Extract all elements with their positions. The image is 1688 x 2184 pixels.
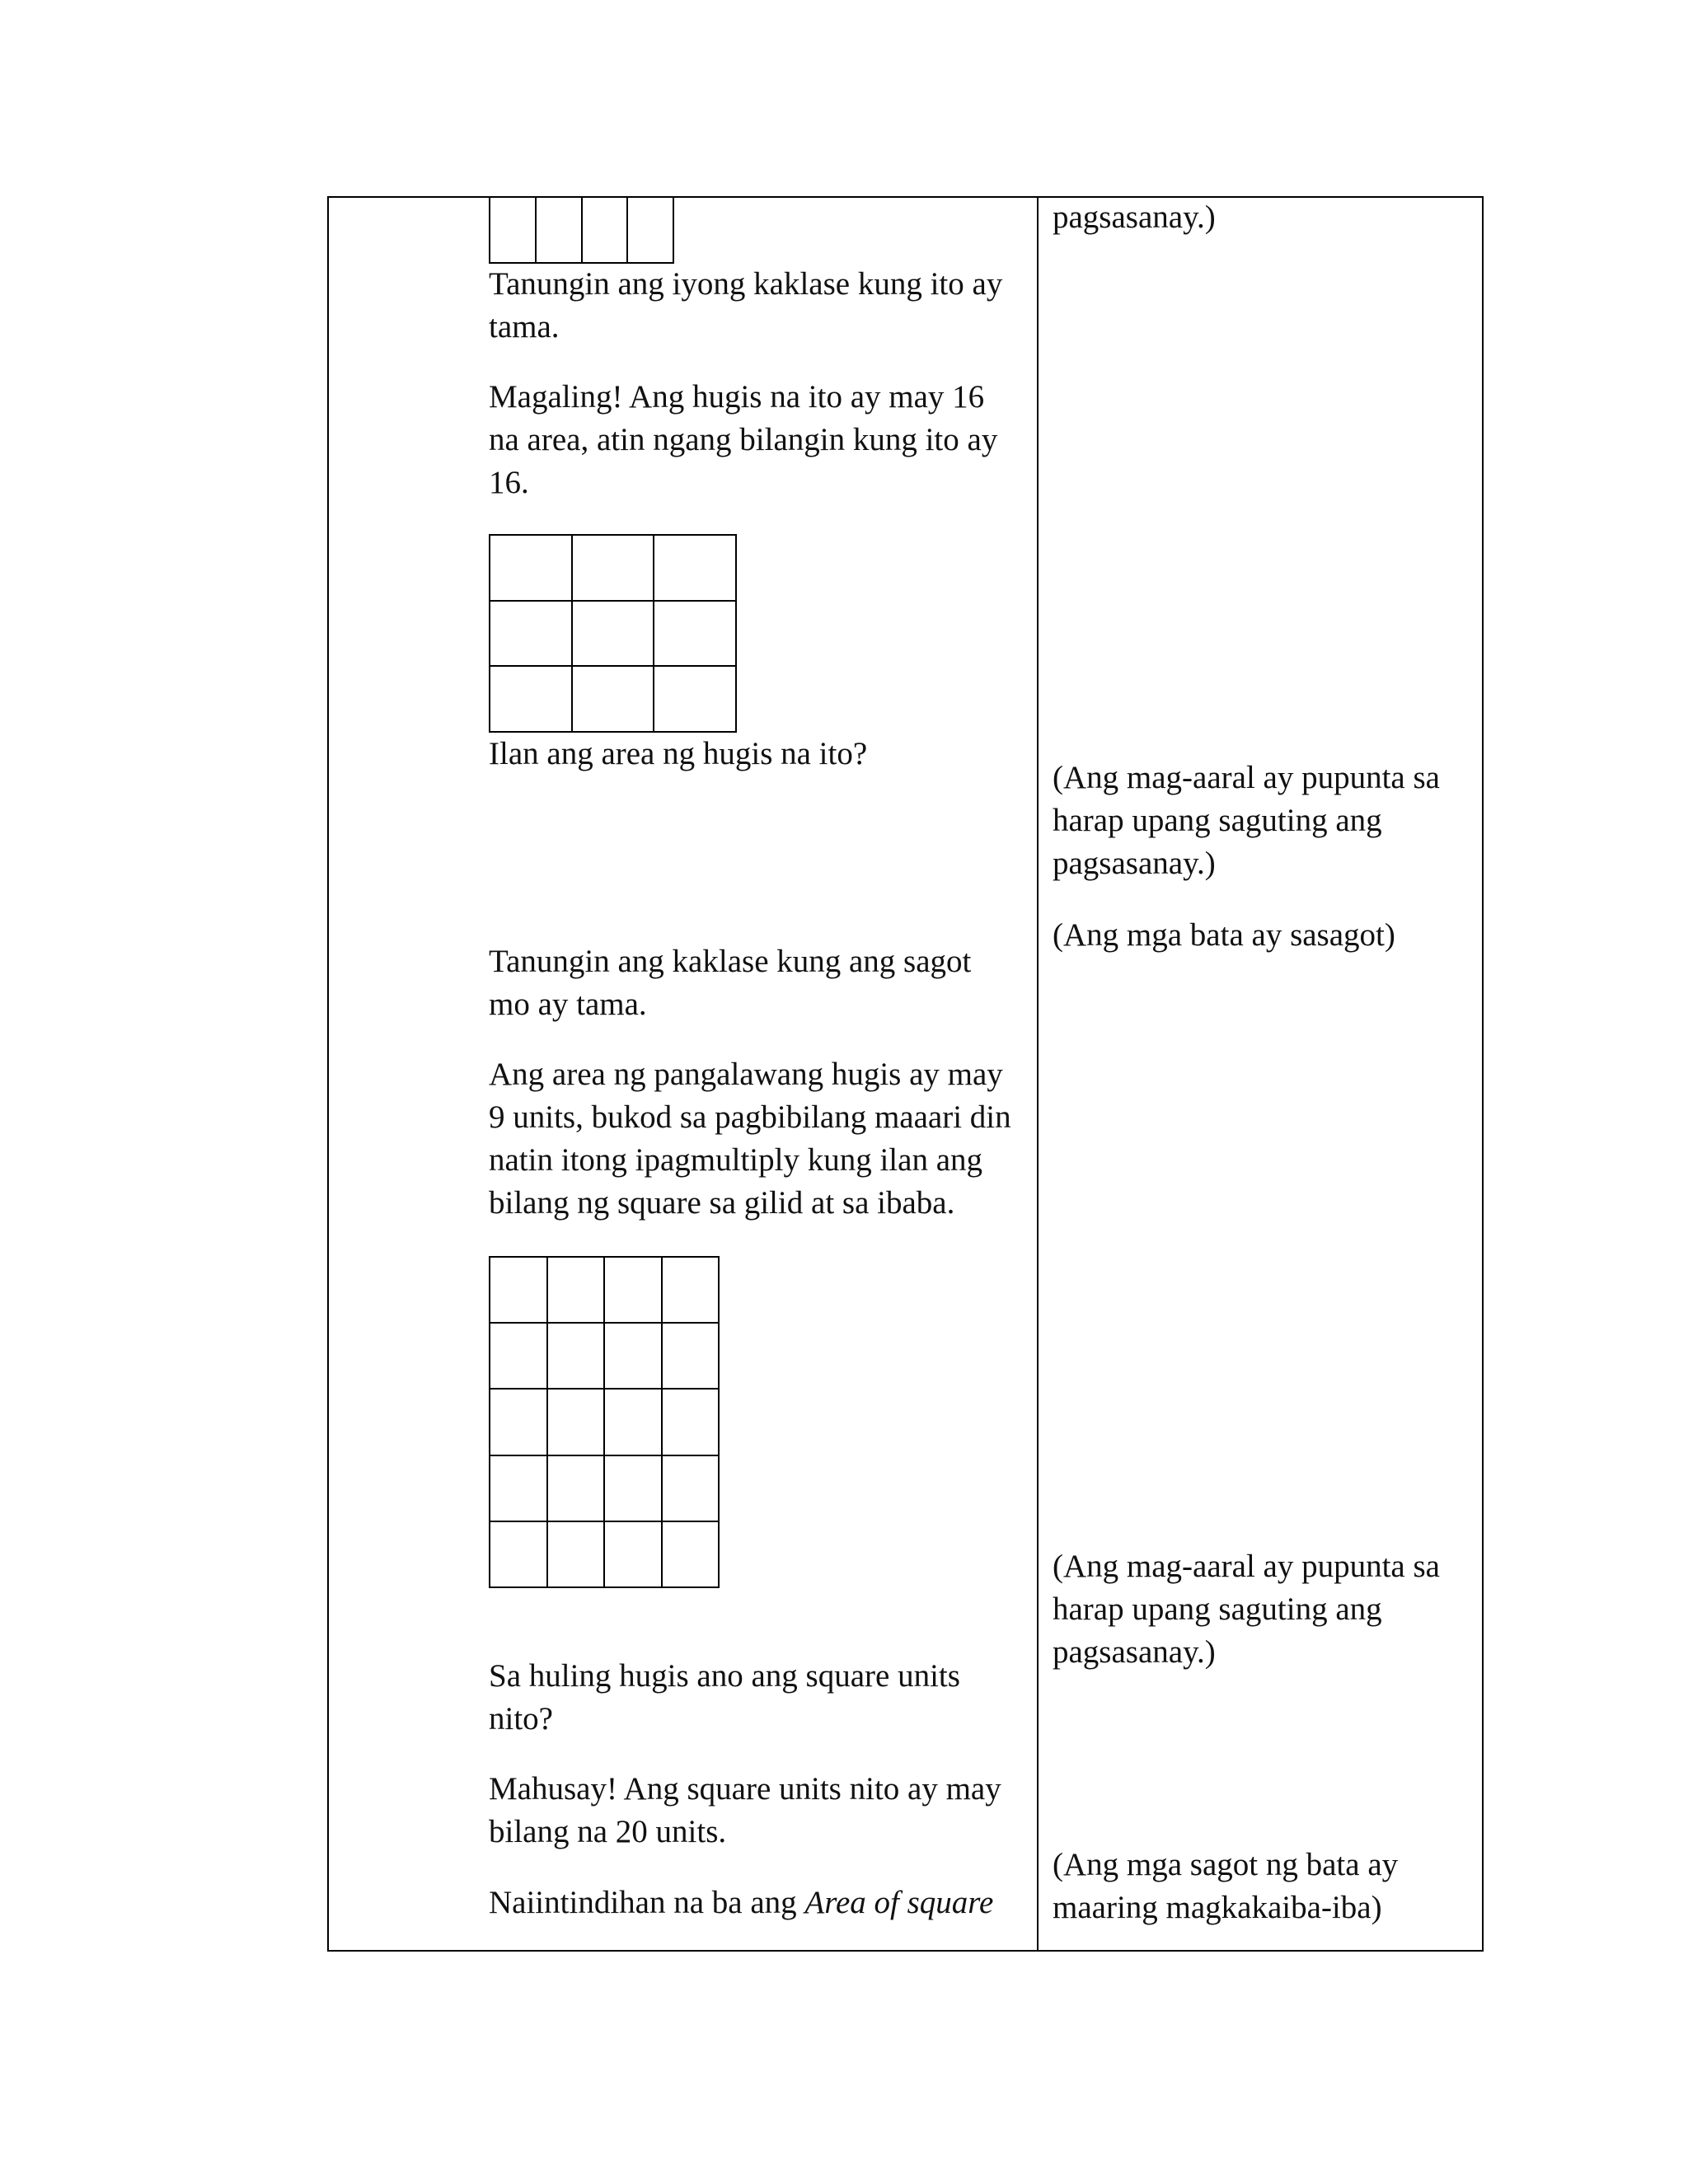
grid-square	[548, 1390, 606, 1455]
grid-square	[605, 1258, 663, 1324]
paragraph-ask-answer: Tanungin ang kaklase kung ang sagot mo ay tama.	[489, 944, 972, 1022]
grid-square	[548, 1258, 606, 1324]
grid-square	[548, 1522, 606, 1588]
grid-square	[663, 1324, 720, 1390]
grid-square	[573, 667, 655, 733]
paragraph-magaling: Magaling! Ang hugis na ito ay may 16 na area, atin ngang bilangin kung ito ay 16.	[489, 379, 998, 500]
paragraph-second-shape-area: Ang area ng pangalawang hugis ay may 9 units, bukod sa pagbibilang maaari din natin itong ipagmultiply kung ilan ang bilang ng square sa gilid at sa ibaba.	[489, 1057, 1011, 1221]
area-of-square-italic: Area of square	[804, 1885, 994, 1920]
grid-square	[583, 198, 629, 264]
grid-square	[573, 602, 655, 668]
grid-square	[490, 1456, 548, 1522]
grid-square	[490, 1390, 548, 1455]
paragraph-last-shape-question: Sa huling hugis ano ang square units nito?	[489, 1658, 960, 1736]
grid-square	[663, 1522, 720, 1588]
square-grid-4x1	[489, 196, 674, 264]
paragraph-mahusay: Mahusay! Ang square units nito ay may bilang na 20 units.	[489, 1771, 1001, 1849]
grid-square	[654, 536, 737, 602]
grid-square	[654, 667, 737, 733]
right-text-student-goes-front-1: (Ang mag-aaral ay pupunta sa harap upang saguting ang pagsasanay.)	[1053, 760, 1440, 881]
right-text-answers-vary: (Ang mga sagot ng bata ay maaring magkakaiba-iba)	[1053, 1847, 1399, 1925]
paragraph-naiintindihan-text: Naiintindihan na ba ang	[489, 1885, 805, 1920]
grid-square	[490, 536, 573, 602]
right-text-children-answer: (Ang mga bata ay sasagot)	[1053, 917, 1395, 953]
grid-square	[490, 1258, 548, 1324]
grid-square	[548, 1324, 606, 1390]
square-grid-4x5	[489, 1256, 720, 1588]
grid-square	[663, 1390, 720, 1455]
grid-square	[548, 1456, 606, 1522]
paragraph-naiintindihan	[489, 1882, 1033, 1924]
paragraph-ask-classmate: Tanungin ang iyong kaklase kung ito ay tama.	[489, 266, 1003, 344]
grid-square	[490, 1324, 548, 1390]
grid-square	[605, 1390, 663, 1455]
grid-square	[605, 1456, 663, 1522]
grid-square	[490, 198, 537, 264]
paragraph-question-area: Ilan ang area ng hugis na ito?	[489, 736, 868, 771]
grid-square	[490, 1522, 548, 1588]
grid-square	[537, 198, 583, 264]
grid-square	[663, 1258, 720, 1324]
column-divider	[1037, 196, 1039, 1952]
square-grid-3x3	[489, 534, 737, 733]
grid-square	[654, 602, 737, 668]
grid-square	[605, 1324, 663, 1390]
grid-square	[490, 667, 573, 733]
grid-square	[663, 1456, 720, 1522]
right-text-pagsasanay: pagsasanay.)	[1053, 199, 1216, 235]
grid-square	[490, 602, 573, 668]
grid-square	[605, 1522, 663, 1588]
grid-square	[628, 198, 674, 264]
grid-square	[573, 536, 655, 602]
right-text-student-goes-front-2: (Ang mag-aaral ay pupunta sa harap upang saguting ang pagsasanay.)	[1053, 1549, 1440, 1670]
